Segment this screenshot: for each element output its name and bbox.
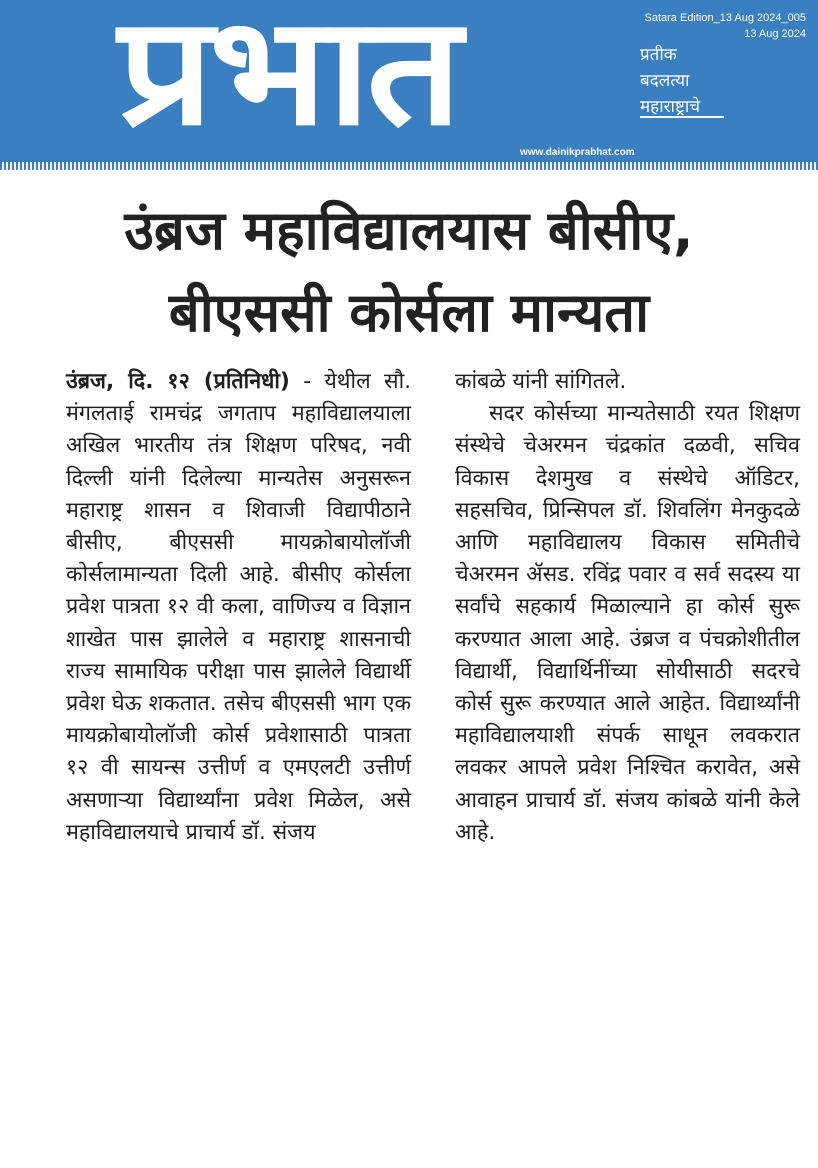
paragraph-text: - येथील सौ. मंगलताई रामचंद्र जगताप महाविद्यालयाला अखिल भारतीय तंत्र शिक्षण परिषद, नवी दिल्ली यांनी दिलेल्या मान्यतेस अनुसरून महाराष्ट्र शासन व शिवाजी विद्यापीठाने बीसीए, बीएससी मायक्रोबायोलॉजी कोर्सलामान्यता दिली आहे. बीसीए कोर्सला प्रवेश पात्रता १२ वी कला, वाणिज्य व विज्ञान शाखेत पास झालेले व महाराष्ट्र शासनाची राज्य सामायिक परीक्षा पास झालेले विद्यार्थी प्रवेश घेऊ शकतात. तसेच बीएससी भाग एक मायक्रोबायोलॉजी कोर्स प्रवेशासाठी पात्रता १२ वी सायन्स उत्तीर्ण व एमएलटी उत्तीर्ण असणाऱ्या विद्यार्थ्यांना प्रवेश मिळेल, असे महाविद्यालयाचे प्राचार्य डॉ. संजय — [66, 369, 411, 845]
website-url: www.dainikprabhat.com — [520, 147, 635, 158]
article-column-right — [455, 366, 800, 1156]
edition-date: 13 Aug 2024 — [744, 28, 806, 40]
tagline-line: बदलत्या — [640, 71, 690, 91]
article-headline — [0, 190, 818, 354]
article-paragraph: कांबळे यांनी सांगितले. — [455, 369, 627, 394]
article-paragraph: सदर कोर्सच्या मान्यतेसाठी रयत शिक्षण संस्थेचे चेअरमन चंद्रकांत दळवी, सचिव विकास देशमुख व संस्थेचे ऑडिटर, सहसचिव, प्रिन्सिपल डॉ. शिवलिंग मेनकुदळे आणि महाविद्यालय विकास समितीचे चेअरमन ॲसड. रविंद्र पवार व सर्व सदस्य या सर्वांचे सहकार्य मिळाल्याने हा कोर्स सुरू करण्यात आला आहे. उंब्रज व पंचक्रोशीतील विद्यार्थी, विद्यार्थिनींच्या सोयीसाठी सदरचे कोर्स सुरू करण्यात आले आहेत. विद्यार्थ्यांनी महाविद्यालयाशी संपर्क साधून लवकरात लवकर आपले प्रवेश निश्चित करावेत, असे आवाहन प्राचार्य डॉ. संजय कांबळे यांनी केले आहे. — [455, 401, 800, 845]
newspaper-logo: प्रभात — [118, 0, 458, 159]
tagline — [640, 42, 724, 118]
headline-line-1: उंब्रज महाविद्यालयास बीसीए, — [124, 199, 694, 262]
edition-label: Satara Edition_13 Aug 2024_005 — [644, 12, 806, 24]
edition-info — [645, 10, 806, 42]
article-column-left — [66, 366, 411, 1156]
masthead-border — [0, 162, 818, 170]
dateline: उंब्रज, दि. १२ (प्रतिनिधी) — [66, 369, 290, 394]
tagline-line: महाराष्ट्राचे — [640, 97, 701, 117]
article-paragraph — [66, 366, 411, 849]
tagline-line: प्रतीक — [640, 45, 677, 65]
masthead — [0, 0, 818, 162]
article-body — [66, 366, 802, 1156]
headline-line-2: बीएससी कोर्सला मान्यता — [168, 281, 650, 344]
